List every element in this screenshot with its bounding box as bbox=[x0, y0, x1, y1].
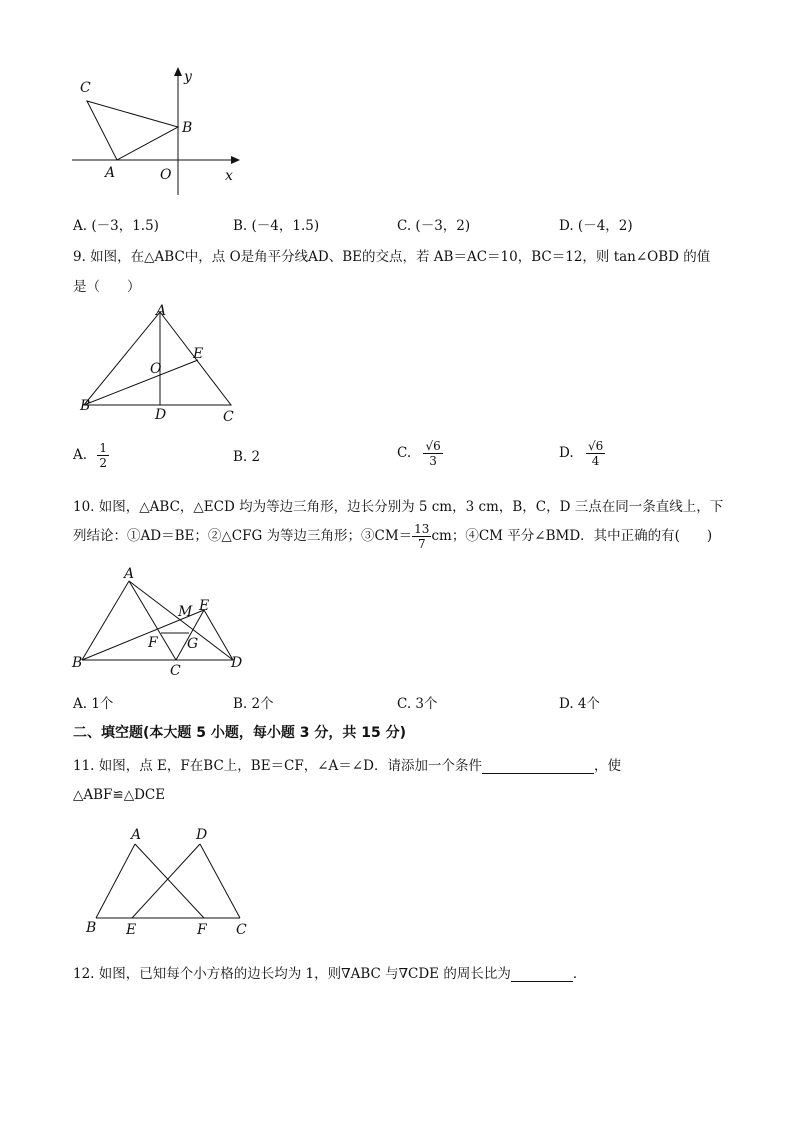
label-b: B bbox=[86, 920, 97, 936]
q9-triangle-figure bbox=[76, 300, 256, 425]
q10-question-line1: 10. 如图，△ABC，△ECD 均为等边三角形，边长分别为 5 cm，3 cm，B，C，D 三点在同一条直线上，下 bbox=[73, 499, 724, 515]
fraction-denominator: 2 bbox=[99, 456, 107, 470]
q11-text-b: ，使 bbox=[593, 758, 621, 774]
label-d: D bbox=[231, 655, 243, 671]
q8-option-c[interactable]: C. (－3，2) bbox=[397, 218, 471, 234]
label-o: O bbox=[150, 361, 162, 377]
fraction-denominator: 3 bbox=[429, 454, 437, 468]
conclusion-3-unit: cm； bbox=[431, 528, 466, 544]
conclusion-3-lhs: CM＝ bbox=[374, 528, 413, 544]
fraction-denominator: 4 bbox=[591, 454, 600, 468]
triangle-abc bbox=[84, 312, 231, 405]
q10-option-c[interactable]: C. 3个 bbox=[397, 696, 438, 712]
section-heading: 二、填空题(本大题 5 小题，每小题 3 分，共 15 分) bbox=[73, 725, 407, 741]
label-f: F bbox=[148, 635, 158, 651]
option-letter: A. bbox=[73, 447, 88, 463]
q11-question-line2: △ABF≌△DCE bbox=[73, 787, 166, 803]
label-b: B bbox=[182, 120, 193, 136]
label-c: C bbox=[80, 80, 91, 96]
circled-2: ② bbox=[207, 528, 222, 544]
q9-question-line1: 9. 如图，在△ABC中，点 O是角平分线AD、BE的交点，若 AB＝AC＝10，BC＝12，则 tan∠OBD 的值 bbox=[73, 249, 711, 265]
q10-option-d[interactable]: D. 4个 bbox=[559, 696, 601, 712]
side-ab bbox=[96, 844, 135, 918]
fraction-numerator: 1 bbox=[99, 441, 107, 455]
radicand: 6 bbox=[433, 439, 441, 453]
label-d: D bbox=[155, 407, 167, 423]
q10-option-a[interactable]: A. 1个 bbox=[73, 696, 114, 712]
option-letter: D. bbox=[559, 445, 574, 461]
segment-ad bbox=[129, 581, 233, 660]
fraction-numerator: 13 bbox=[414, 522, 430, 536]
triangle-abc bbox=[87, 101, 178, 160]
q11-answer-blank[interactable] bbox=[482, 758, 594, 774]
fraction-one-half bbox=[97, 441, 109, 470]
fraction-numerator: √6 bbox=[587, 439, 604, 453]
label-c: C bbox=[236, 922, 247, 938]
label-d: D bbox=[196, 827, 208, 843]
q10-option-b[interactable]: B. 2个 bbox=[233, 696, 274, 712]
label-e: E bbox=[199, 598, 210, 614]
label-f: F bbox=[197, 922, 207, 938]
q8-option-d[interactable]: D. (－4，2) bbox=[559, 218, 633, 234]
q8-option-a[interactable]: A. (－3，1.5) bbox=[73, 218, 159, 234]
x-axis-arrow bbox=[231, 156, 240, 164]
q11-question-line1 bbox=[73, 754, 621, 774]
label-o: O bbox=[160, 167, 172, 183]
label-a: A bbox=[131, 827, 142, 843]
q12-answer-blank[interactable] bbox=[511, 966, 573, 982]
label-y: y bbox=[184, 69, 192, 85]
option-letter: C. bbox=[397, 445, 412, 461]
fraction-numerator: √6 bbox=[425, 439, 441, 453]
side-af bbox=[135, 844, 204, 918]
label-x: x bbox=[225, 168, 233, 184]
fraction-sqrt6-over-4 bbox=[586, 439, 605, 468]
label-a: A bbox=[156, 303, 167, 319]
q11-text-a: 11. 如图，点 E，F在BC上，BE＝CF，∠A＝∠D．请添加一个条件 bbox=[73, 758, 482, 774]
label-g: G bbox=[187, 636, 199, 652]
q8-option-b[interactable]: B. (－4，1.5) bbox=[233, 218, 320, 234]
radicand: 6 bbox=[595, 439, 604, 453]
side-de bbox=[132, 844, 200, 918]
q9-option-d[interactable] bbox=[559, 439, 605, 468]
q8-coordinate-figure bbox=[68, 65, 248, 200]
y-axis-arrow bbox=[174, 67, 182, 76]
label-e: E bbox=[193, 346, 204, 362]
circled-1: ① bbox=[127, 528, 141, 544]
conclusion-4: CM 平分∠BMD．其中正确的有( ) bbox=[478, 528, 713, 544]
bisector-be bbox=[84, 360, 198, 405]
side-ab bbox=[82, 581, 129, 660]
conclusion-2: △CFG 为等边三角形； bbox=[221, 528, 362, 544]
q9-question-line2: 是（ ） bbox=[73, 279, 141, 295]
side-dc bbox=[200, 844, 240, 918]
fraction-sqrt6-over-3 bbox=[423, 439, 442, 468]
q9-option-c[interactable] bbox=[397, 439, 443, 468]
label-m: M bbox=[178, 604, 193, 620]
label-e: E bbox=[126, 922, 137, 938]
label-b: B bbox=[72, 655, 83, 671]
q12-text-b: ． bbox=[572, 966, 587, 982]
q9-option-b[interactable]: B. 2 bbox=[233, 449, 261, 465]
label-a: A bbox=[124, 566, 135, 582]
conclusion-1: AD＝BE； bbox=[140, 528, 208, 544]
conclusions-intro: 列结论： bbox=[73, 528, 127, 544]
label-a: A bbox=[105, 165, 116, 181]
fraction-13-over-7 bbox=[412, 522, 431, 551]
fraction-denominator: 7 bbox=[417, 537, 426, 551]
circled-3: ③ bbox=[361, 528, 375, 544]
q9-option-a[interactable] bbox=[73, 441, 109, 470]
q10-equilateral-figure bbox=[68, 565, 253, 680]
label-c: C bbox=[170, 663, 181, 679]
label-c: C bbox=[223, 409, 234, 425]
side-ed bbox=[204, 610, 233, 660]
circled-4: ④ bbox=[465, 528, 479, 544]
label-b: B bbox=[80, 398, 91, 414]
q10-question-line2 bbox=[73, 522, 712, 551]
q12-question-line1 bbox=[73, 962, 586, 982]
q11-triangles-figure bbox=[82, 822, 257, 937]
q12-text-a: 12. 如图，已知每个小方格的边长均为 1，则∇ABC 与∇CDE 的周长比为 bbox=[73, 966, 511, 982]
